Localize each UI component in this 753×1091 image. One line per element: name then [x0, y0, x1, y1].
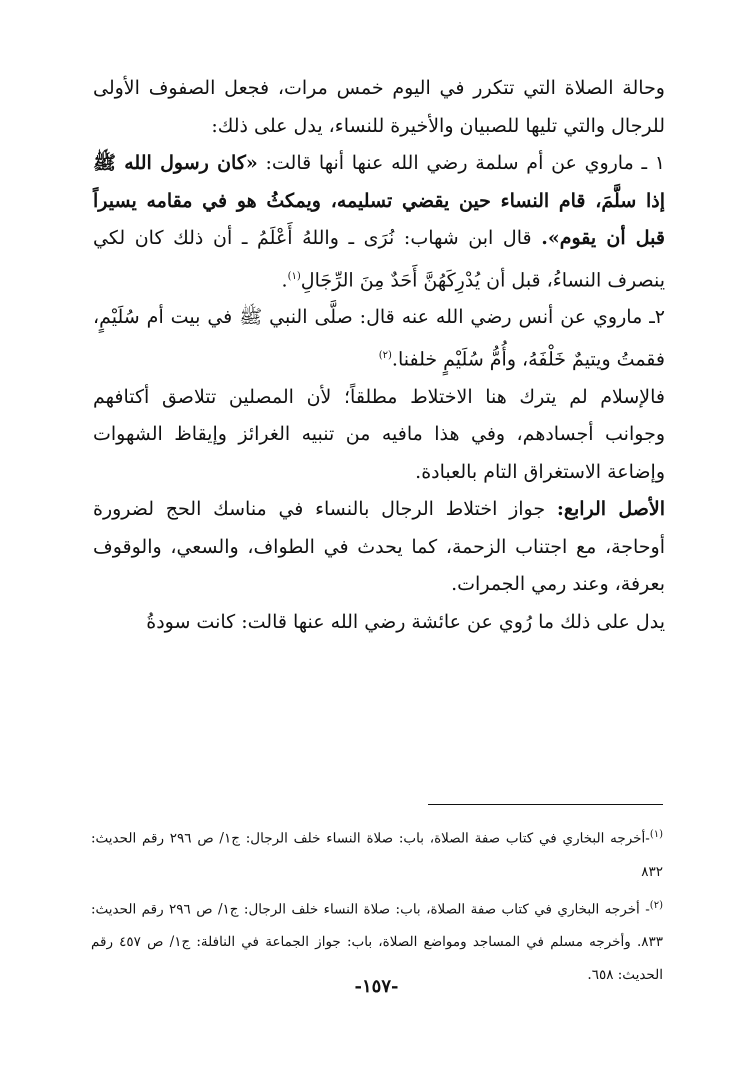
hadith-quote: «كان رسول الله ﷺ إذا سلَّمَ، قام النساء حين يقضي تسليمه، ويمكثُ هو في مقامه يسيراً قبل أن يقوم».: [93, 152, 665, 249]
footnote-marker-1: (١): [649, 829, 664, 840]
main-text: [93, 70, 665, 641]
footnote-marker-2: (٢): [649, 899, 663, 911]
paragraph-4: فالإسلام لم يترك هنا الاختلاط مطلقاً؛ لأن المصلين تتلاصق أكتافهم وجوانب أجسادهم، وفي هذا مافيه من تنبيه الغرائز وإيقاظ الشهوات وإضاعة الاستغراق التام بالعبادة.: [93, 385, 665, 483]
footnote-divider: [428, 804, 663, 805]
page-number: -١٥٧-: [354, 976, 399, 997]
footnote-2: $^{(٢)}$- أخرجه البخاري في كتاب صفة الصلاة، باب: صلاة النساء خلف الرجال: ج١/ ص ٢٩٦ رقم الحديث: ٨٣٣. وأخرجه مسلم في المساجد ومواضع الصلاة، باب: جواز الجماعة في النافلة: ج١/ ص ٤٥٧ رقم الحديث: ٦٥٨.: [91, 899, 664, 983]
paragraph-5: الأصل الرابع: جواز اختلاط الرجال بالنساء في مناسك الحج لضرورة أوحاجة، مع اجتناب الزحمة، كما يحدث في الطواف، والسعي، والوقوف بعرفة، وعند رمي الجمرات.: [93, 498, 666, 596]
paragraph-2: ١ ـ ماروي عن أم سلمة رضي الله عنها أنها قالت: «كان رسول الله ﷺ إذا سلَّمَ، قام النساء حين يقضي تسليمه، ويمكثُ هو في مقامه يسيراً قبل أن يقوم». قال ابن شهاب: نُرَى ـ واللهُ أَعْلَمُ ـ أن ذلك كان لكي ينصرف النساءُ، قبل أن يُدْرِكَهُنَّ أَحَدٌ مِنَ الرِّجَالِ$^{(١)}$.: [93, 152, 666, 291]
footnote-ref-1: (١): [287, 270, 301, 282]
paragraph-3: ٢ـ ماروي عن أنس رضي الله عنه قال: صلَّى النبي ﷺ في بيت أم سُلَيْمٍ، فقمتُ ويتيمٌ خَلْفَهُ، وأُمُّ سُلَيْمٍ خلفنا.$^{(٢)}$: [93, 306, 665, 371]
paragraph-1: وحالة الصلاة التي تتكرر في اليوم خمس مرات، فجعل الصفوف الأولى للرجال والتي تليها للصبيان والأخيرة للنساء، يدل على ذلك:: [93, 77, 665, 137]
paragraph-6: يدل على ذلك ما رُوي عن عائشة رضي الله عنها قالت: كانت سودةُ: [146, 610, 665, 633]
list-number: ١ ـ: [641, 152, 666, 174]
footnote-ref-2: (٢): [378, 349, 392, 361]
footnotes: [91, 818, 663, 992]
footnote-1: $^{(١)}$-أخرجه البخاري في كتاب صفة الصلاة، باب: صلاة النساء خلف الرجال: ج١/ ص ٢٩٦ رقم الحديث: ٨٣٢: [91, 829, 664, 880]
section-heading: الأصل الرابع:: [556, 498, 666, 521]
